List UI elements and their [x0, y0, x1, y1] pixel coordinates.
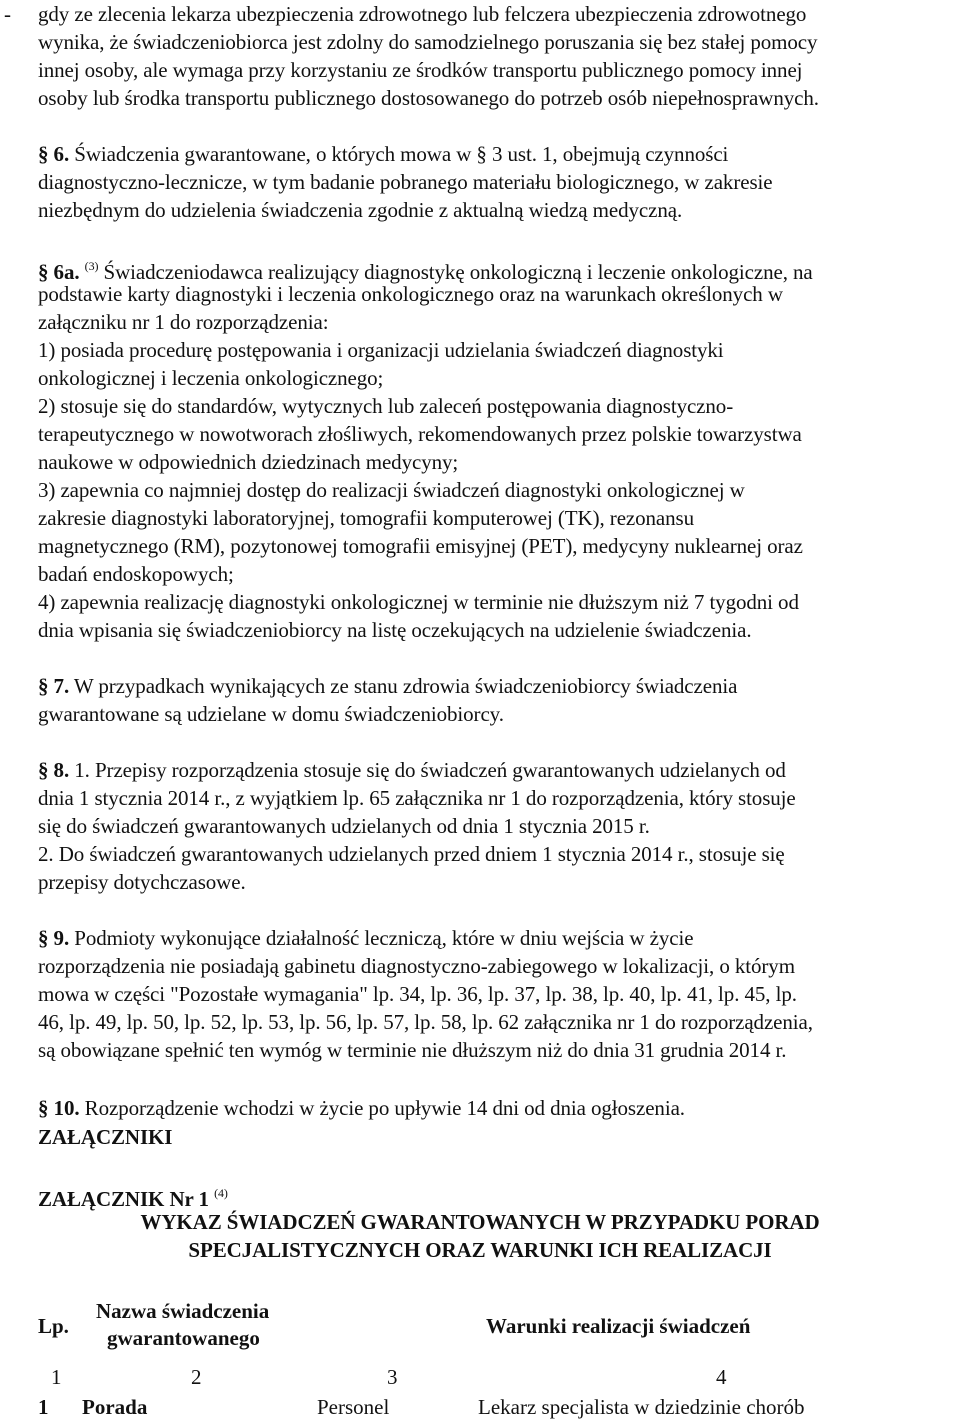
- section-8-line: [38, 757, 786, 783]
- intro-line: osoby lub środka transportu publicznego dostosowanego do potrzeb osób niepełnosprawnych.: [38, 86, 819, 110]
- section-8-text: 1. Przepisy rozporządzenia stosuje się do świadczeń gwarantowanych udzielanych od: [74, 758, 786, 782]
- section-6a-line: podstawie karty diagnostyki i leczenia onkologicznego oraz na warunkach określonych w: [38, 282, 783, 306]
- section-9-text: Podmioty wykonujące działalność leczniczą, które w dniu wejścia w życie: [74, 926, 694, 950]
- section-7-text: W przypadkach wynikających ze stanu zdrowia świadczeniobiorcy świadczenia: [73, 674, 738, 698]
- intro-line: wynika, że świadczeniobiorca jest zdolny do samodzielnego poruszania się bez stałej pomocy: [38, 30, 818, 54]
- section-6a-line: onkologicznej i leczenia onkologicznego;: [38, 366, 384, 390]
- section-6a-line: załączniku nr 1 do rozporządzenia:: [38, 310, 329, 334]
- section-6-number: § 6.: [38, 142, 70, 166]
- section-8-line: dnia 1 stycznia 2014 r., z wyjątkiem lp. 65 załącznika nr 1 do rozporządzenia, który stosuje: [38, 786, 796, 810]
- section-6a-number: § 6a.: [38, 260, 80, 284]
- section-6-text: Świadczenia gwarantowane, o których mowa w § 3 ust. 1, obejmują czynności: [74, 142, 729, 166]
- footnote-marker: (3): [84, 259, 99, 273]
- section-6a-item: 3) zapewnia co najmniej dostęp do realizacji świadczeń diagnostyki onkologicznej w: [38, 478, 745, 502]
- section-6a-line: dnia wpisania się świadczeniobiorcy na listę oczekujących na udzielenie świadczenia.: [38, 618, 752, 642]
- section-10-text: Rozporządzenie wchodzi w życie po upływie 14 dni od dnia ogłoszenia.: [84, 1096, 685, 1120]
- section-7-line: gwarantowane są udzielane w domu świadczeniobiorcy.: [38, 702, 504, 726]
- section-8-number: § 8.: [38, 758, 70, 782]
- annex-title: [38, 1180, 228, 1212]
- section-6a-item: 1) posiada procedurę postępowania i organizacji udzielania świadczeń diagnostyki: [38, 338, 724, 362]
- section-10-line: [38, 1095, 685, 1121]
- section-6-line: diagnostyczno-lecznicze, w tym badanie pobranego materiału biologicznego, w zakresie: [38, 170, 773, 194]
- table-row-name: Porada: [82, 1395, 148, 1419]
- section-7-line: [38, 673, 737, 699]
- section-6a-line: magnetycznego (RM), pozytonowej tomografii emisyjnej (PET), medycyny nuklearnej oraz: [38, 534, 803, 558]
- column-number: 2: [191, 1365, 202, 1389]
- intro-line: innej osoby, ale wymaga przy korzystaniu ze środków transportu publicznego pomocy innej: [38, 58, 803, 82]
- section-10-number: § 10.: [38, 1096, 80, 1120]
- attachments-heading: ZAŁĄCZNIKI: [38, 1125, 173, 1149]
- annex-subtitle-line: WYKAZ ŚWIADCZEŃ GWARANTOWANYCH W PRZYPADKU PORAD: [140, 1210, 820, 1234]
- section-6-line: [38, 141, 728, 167]
- intro-line: gdy ze zlecenia lekarza ubezpieczenia zdrowotnego lub felczera ubezpieczenia zdrowotnego: [38, 2, 807, 26]
- table-row-category: Personel: [317, 1395, 390, 1419]
- section-9-line: mowa w części "Pozostałe wymagania" lp. 34, lp. 36, lp. 37, lp. 38, lp. 40, lp. 41, lp. 45, lp.: [38, 982, 797, 1006]
- annex-subtitle-line: SPECJALISTYCZNYCH ORAZ WARUNKI ICH REALIZACJI: [188, 1238, 772, 1262]
- table-header-name-cont: gwarantowanego: [107, 1326, 260, 1350]
- column-number: 3: [387, 1365, 398, 1389]
- column-number: 1: [51, 1365, 62, 1389]
- section-8-line: się do świadczeń gwarantowanych udzielanych od dnia 1 stycznia 2015 r.: [38, 814, 650, 838]
- section-6a-line: naukowe w odpowiednich dziedzinach medycyny;: [38, 450, 459, 474]
- section-8-line: 2. Do świadczeń gwarantowanych udzielanych przed dniem 1 stycznia 2014 r., stosuje się: [38, 842, 785, 866]
- annex-title-text: ZAŁĄCZNIK Nr 1: [38, 1187, 209, 1211]
- section-9-number: § 9.: [38, 926, 70, 950]
- table-header-lp: Lp.: [38, 1314, 69, 1338]
- section-6a-line: zakresie diagnostyki laboratoryjnej, tomografii komputerowej (TK), rezonansu: [38, 506, 695, 530]
- section-7-number: § 7.: [38, 674, 70, 698]
- section-9-line: [38, 925, 693, 951]
- list-dash: -: [4, 2, 11, 26]
- footnote-marker: (4): [214, 1186, 228, 1200]
- table-header-conditions: Warunki realizacji świadczeń: [486, 1314, 751, 1338]
- table-row-lp: 1: [38, 1395, 49, 1419]
- section-9-line: rozporządzenia nie posiadają gabinetu diagnostyczno-zabiegowego w lokalizacji, o którym: [38, 954, 795, 978]
- section-6a-item: 2) stosuje się do standardów, wytycznych lub zaleceń postępowania diagnostyczno-: [38, 394, 734, 418]
- column-number: 4: [716, 1365, 727, 1389]
- section-6a-line: terapeutycznego w nowotworach złośliwych, rekomendowanych przez polskie towarzystwa: [38, 422, 802, 446]
- table-row-requirement: Lekarz specjalista w dziedzinie chorób: [478, 1395, 805, 1419]
- section-6a-line: badań endoskopowych;: [38, 562, 234, 586]
- section-6a-item: 4) zapewnia realizację diagnostyki onkologicznej w terminie nie dłuższym niż 7 tygodni od: [38, 590, 799, 614]
- section-6a-text: Świadczeniodawca realizujący diagnostykę onkologiczną i leczenie onkologiczne, na: [103, 260, 813, 284]
- table-header-name: Nazwa świadczenia: [96, 1299, 270, 1323]
- section-9-line: są obowiązane spełnić ten wymóg w terminie nie dłuższym niż do dnia 31 grudnia 2014 r.: [38, 1038, 787, 1062]
- section-6-line: niezbędnym do udzielenia świadczenia zgodnie z aktualną wiedzą medyczną.: [38, 198, 683, 222]
- section-8-line: przepisy dotychczasowe.: [38, 870, 246, 894]
- section-9-line: 46, lp. 49, lp. 50, lp. 52, lp. 53, lp. 56, lp. 57, lp. 58, lp. 62 załącznika nr 1 do rozporządzenia,: [38, 1010, 813, 1034]
